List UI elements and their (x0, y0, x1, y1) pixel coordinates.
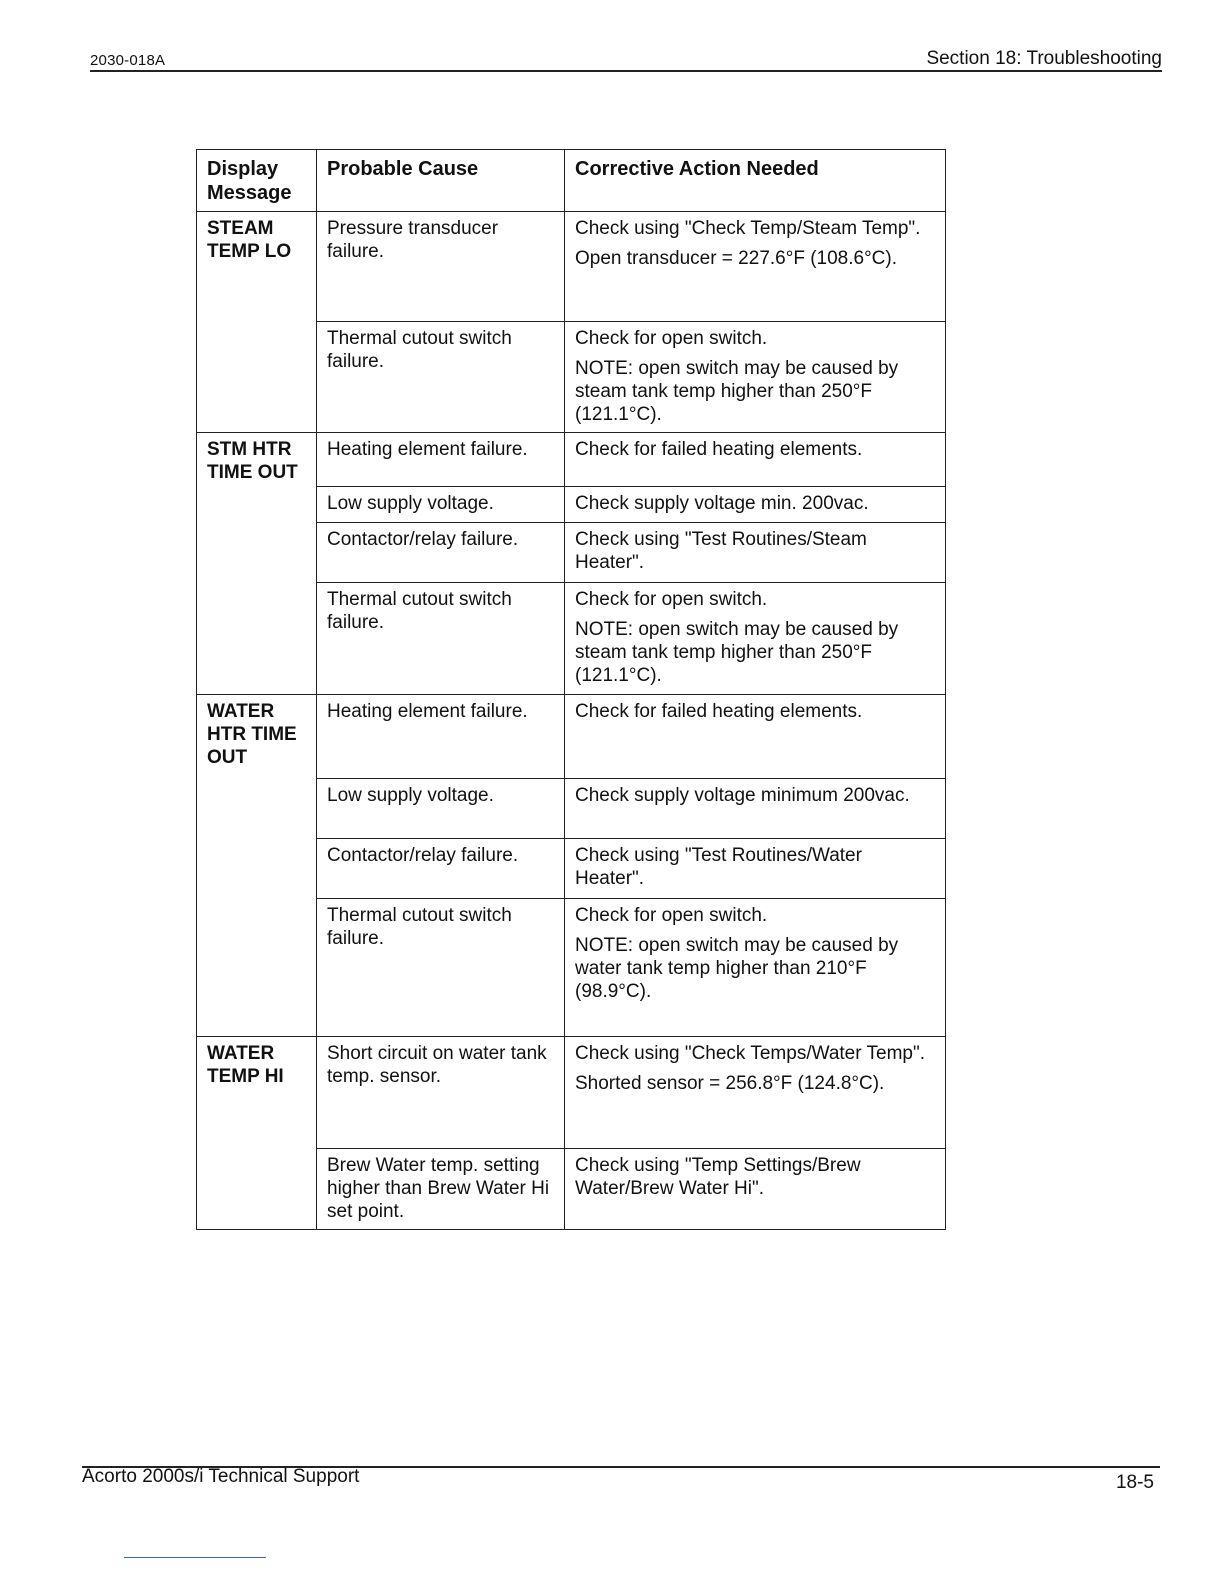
table-row (197, 212, 946, 322)
action-note: NOTE: open switch may be caused by steam tank temp higher than 250°F (121.1°C). (575, 358, 899, 425)
action-note: NOTE: open switch may be caused by steam tank temp higher than 250°F (121.1°C). (575, 619, 899, 686)
table-row (197, 695, 946, 779)
page-number: 18-5 (1115, 1472, 1154, 1493)
action-text: Check for open switch. (575, 589, 768, 610)
corrective-action (565, 212, 946, 322)
probable-cause: Thermal cutout switch failure. (317, 322, 565, 433)
corrective-action: Check for failed heating elements. (565, 695, 946, 779)
corrective-action (565, 583, 946, 695)
header-corrective-action: Corrective Action Needed (565, 150, 946, 212)
corrective-action: Check for failed heating elements. (565, 433, 946, 487)
corrective-action: Check using "Test Routines/Steam Heater". (565, 523, 946, 583)
probable-cause: Heating element failure. (317, 695, 565, 779)
display-message: WATER TEMP HI (197, 1037, 317, 1230)
corrective-action: Check using "Test Routines/Water Heater". (565, 839, 946, 899)
probable-cause: Low supply voltage. (317, 779, 565, 839)
bottom-rule (124, 1557, 266, 1558)
corrective-action (565, 899, 946, 1037)
action-note: Open transducer = 227.6°F (108.6°C). (575, 248, 898, 269)
page-header (90, 48, 1162, 72)
corrective-action (565, 322, 946, 433)
corrective-action (565, 1037, 946, 1149)
footer-title: Acorto 2000s/i Technical Support (82, 1466, 360, 1487)
probable-cause: Thermal cutout switch failure. (317, 899, 565, 1037)
section-title: Section 18: Troubleshooting (926, 48, 1162, 69)
probable-cause: Contactor/relay failure. (317, 523, 565, 583)
troubleshooting-table (196, 149, 946, 1230)
probable-cause: Brew Water temp. setting higher than Brew Water Hi set point. (317, 1149, 565, 1230)
display-message: STM HTR TIME OUT (197, 433, 317, 695)
action-text: Check using "Check Temp/Steam Temp". (575, 218, 921, 239)
action-text: Check for open switch. (575, 905, 768, 926)
table-header-row (197, 150, 946, 212)
probable-cause: Contactor/relay failure. (317, 839, 565, 899)
action-note: Shorted sensor = 256.8°F (124.8°C). (575, 1073, 885, 1094)
corrective-action: Check using "Temp Settings/Brew Water/Brew Water Hi". (565, 1149, 946, 1230)
display-message: STEAM TEMP LO (197, 212, 317, 433)
probable-cause: Heating element failure. (317, 433, 565, 487)
action-note: NOTE: open switch may be caused by water tank temp higher than 210°F (98.9°C). (575, 935, 899, 1002)
action-text: Check using "Check Temps/Water Temp". (575, 1043, 925, 1064)
probable-cause: Short circuit on water tank temp. sensor. (317, 1037, 565, 1149)
header-probable-cause: Probable Cause (317, 150, 565, 212)
doc-number: 2030-018A (90, 52, 166, 69)
probable-cause: Pressure transducer failure. (317, 212, 565, 322)
probable-cause: Low supply voltage. (317, 487, 565, 523)
table-row (197, 433, 946, 487)
display-message: WATER HTR TIME OUT (197, 695, 317, 1037)
table-row (197, 1037, 946, 1149)
probable-cause: Thermal cutout switch failure. (317, 583, 565, 695)
action-text: Check for open switch. (575, 328, 768, 349)
corrective-action: Check supply voltage minimum 200vac. (565, 779, 946, 839)
corrective-action: Check supply voltage min. 200vac. (565, 487, 946, 523)
header-display-message: Display Message (197, 150, 317, 212)
